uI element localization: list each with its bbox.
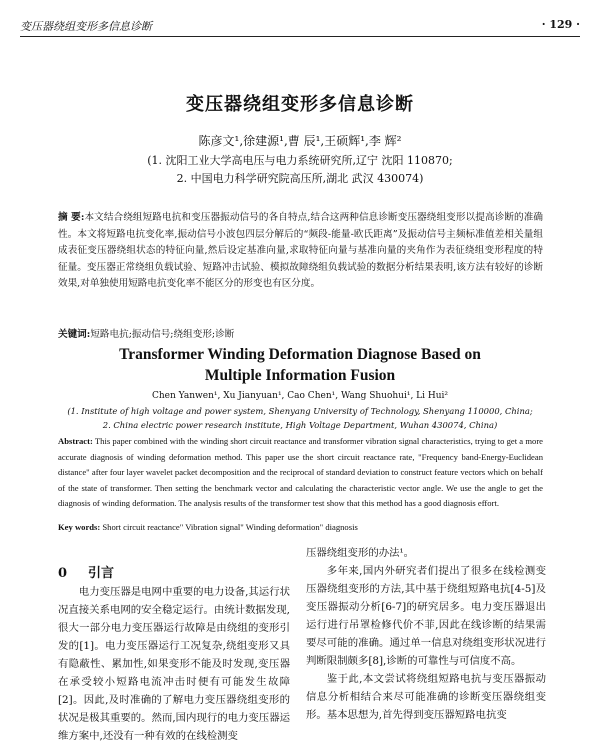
page-number: · 129 · — [541, 18, 580, 31]
abstract-en-label: Abstract: — [58, 436, 93, 446]
section-title: 引言 — [88, 566, 115, 581]
keywords-cn — [58, 326, 543, 340]
paper-title-en-line1: Transformer Winding Deformation Diagnose Based on — [119, 346, 481, 363]
section-number: 0 — [58, 566, 68, 581]
affiliation-cn-2: 2. 中国电力科学研究院高压所,湖北 武汉 430074) — [176, 172, 424, 185]
running-head — [20, 18, 580, 37]
paragraph-intro-1: 电力变压器是电网中重要的电力设备,其运行状况直接关系电网的安全稳定运行。由统计数据发现,很大一部分电力变压器运行故障是由绕组的变形引发的[1]。电力变压器运行工况复杂,绕组变形又具有隐蔽性、累加性,如果变形不能及时发现,变压器在承受较小短路电流冲击时便有可能发生故障[2]。因此,及时准确的了解电力变压器绕组变形的状况是极其重要的。然而,国内现行的电力变压器运维方案中,还没有一种有效的在线检测变 — [58, 586, 290, 742]
keywords-en — [58, 522, 543, 532]
affiliation-en-2: 2. China electric power research institute, High Voltage Department, Wuhan 430074, China) — [102, 420, 498, 430]
paper-title-cn: 变压器绕组变形多信息诊断 — [186, 94, 414, 115]
running-head-title: 变压器绕组变形多信息诊断 — [20, 20, 152, 33]
paragraph-continuation: 压器绕组变形的办法¹。 — [306, 547, 415, 559]
keywords-cn-text: 短路电抗;振动信号;绕组变形;诊断 — [90, 329, 235, 340]
paper-title-en — [0, 344, 600, 386]
affiliation-en-1: (1. Institute of high voltage and power system, Shenyang University of Technology, Shenyang 110000, China; — [67, 406, 533, 416]
abstract-cn-text: 本文结合绕组短路电抗和变压器振动信号的各自特点,结合这两种信息诊断变压器绕组变形以提高诊断的准确性。本文将短路电抗变化率,振动信号小波包四层分解后的“频段-能量-欧氏距离”及振动信号主频标准值差相关量组成表征变压器绕组状态的特征向量,然后设定基准向量,求取特征向量与基准向量的夹角作为表征绕组变形程度的特征量。变压器正常绕组负载试验、短路冲击试验、模拟故障绕组负载试验的数据分析结果表明,该方法有较好的诊断效果,对单独使用短路电抗变化率不能区分的形变也有区分度。 — [58, 212, 543, 289]
authors-en: Chen Yanwen¹, Xu Jianyuan¹, Cao Chen¹, Wang Shuohui¹, Li Hui² — [151, 391, 449, 401]
body-column-left — [58, 583, 290, 745]
abstract-en-text: This paper combined with the winding short circuit reactance and transformer vibration signal characteristics, trying to get a more accurate diagnosis of winding deformation method. This paper use the short circuit reactance rate, "Frequency band-Energy-Euclidean distance" after four layer wavelet packet decomposition and the reciprocal of standard deviation to construct feature vectors which on behalf of the state of transformer. Then setting the benchmark vector and calculating the characteristic vector angle. We use the angle to get the diagnosis of winding deformation. The analysis results of the transformer test show that this method has a good diagnosis effort. — [58, 436, 543, 508]
abstract-cn-label: 摘 要: — [58, 212, 85, 223]
paragraph-intro-2: 多年来,国内外研究者们提出了很多在线检测变压器绕组变形的方法,其中基于绕组短路电抗[4-5]及变压器振动分析[6-7]的研究居多。电力变压器退出运行进行吊罩检修代价不菲,因此在线诊断的结果需要尽可能的准确。通过单一信息对绕组变形状况进行判断限制颇多[8],诊断的可靠性与可信度不高。 — [306, 565, 546, 667]
authors-cn: 陈彦文¹,徐建源¹,曹 辰¹,王硕辉¹,李 辉² — [198, 134, 402, 148]
keywords-en-text: Short circuit reactance" Vibration signal" Winding deformation" diagnosis — [102, 522, 358, 532]
abstract-en — [58, 434, 543, 512]
affiliation-cn-1: (1. 沈阳工业大学高电压与电力系统研究所,辽宁 沈阳 110870; — [147, 154, 453, 167]
abstract-cn — [58, 210, 543, 293]
section-heading-introduction — [58, 562, 114, 581]
body-column-right — [306, 544, 546, 724]
keywords-cn-label: 关键词: — [58, 329, 91, 340]
paragraph-intro-3: 鉴于此,本文尝试将绕组短路电抗与变压器振动信息分析相结合来尽可能准确的诊断变压器绕组变形。基本思想为,首先得到变压器短路电抗变 — [306, 673, 546, 721]
keywords-en-label: Key words: — [58, 522, 101, 532]
paper-title-en-line2: Multiple Information Fusion — [204, 367, 396, 384]
